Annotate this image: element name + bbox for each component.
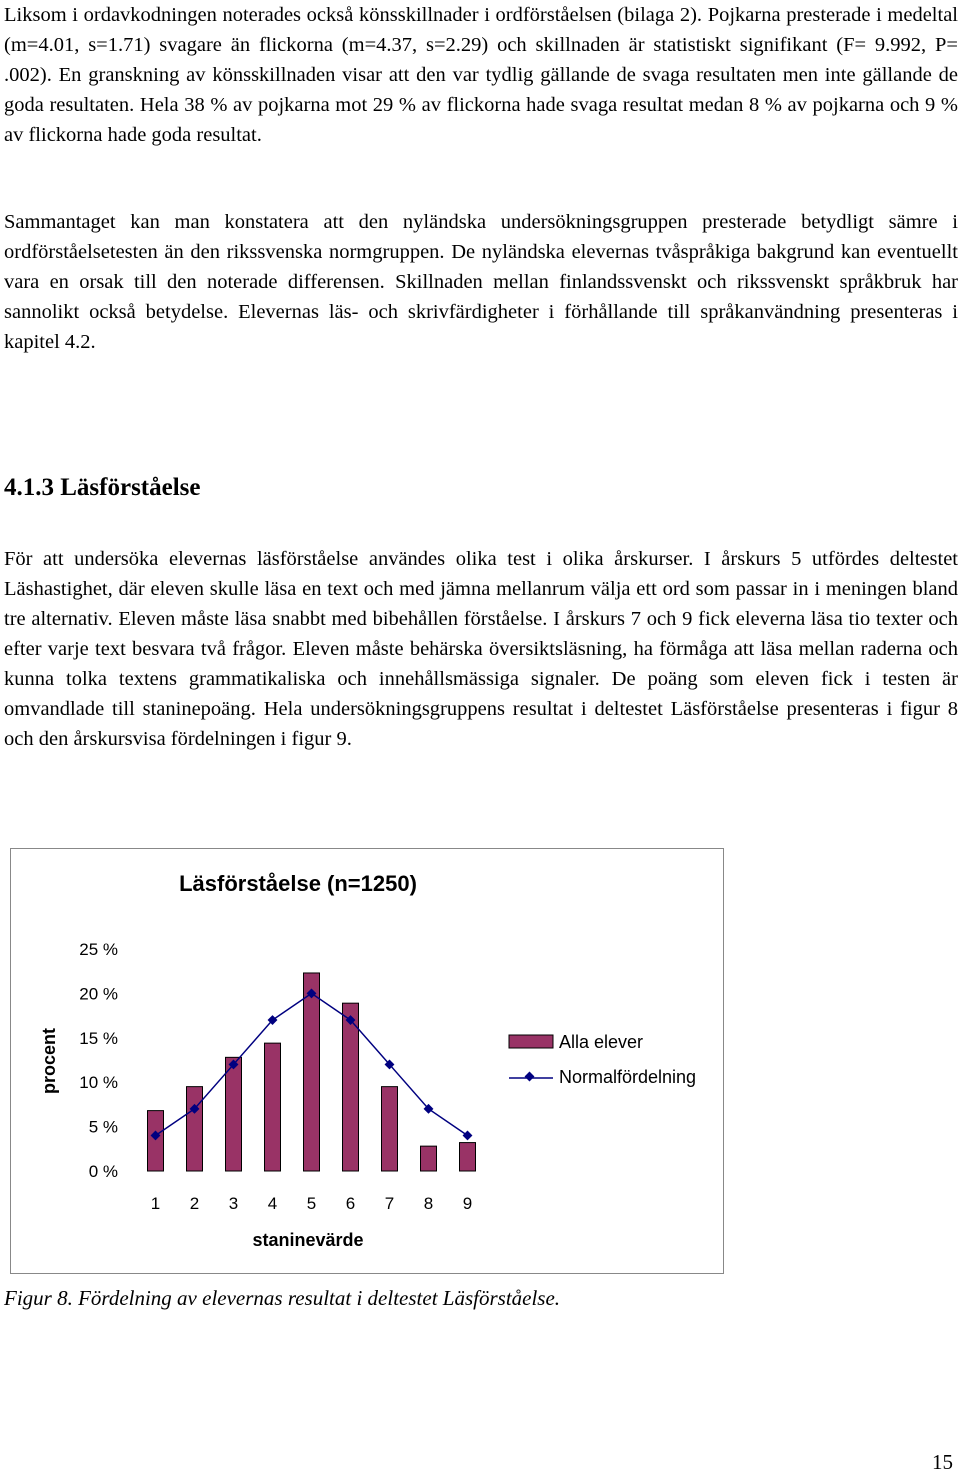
section-heading: 4.1.3 Läsförståelse [4,474,201,501]
bar-alla-elever [460,1143,476,1171]
x-tick-label: 8 [423,1194,434,1213]
x-tick-labels [151,1194,472,1213]
x-tick-label: 2 [189,1194,200,1213]
bar-alla-elever [187,1087,203,1171]
chart-legend [509,1032,696,1087]
figure-caption-text: Fördelning av elevernas resultat i deltestet Läsförståelse. [72,1286,561,1310]
y-tick-label: 15 % [79,1028,118,1048]
y-tick-label: 0 % [88,1162,118,1181]
x-tick-label: 3 [228,1194,239,1213]
paragraph-reading-comprehension: För att undersöka elevernas läsförståelse användes olika test i olika årskurser. I årskurs 5 utfördes deltestet Läshastighet, där eleven skulle läsa en text och med jämna mellanrum välja ett ord som passar in i meningen bland tre alternativ. Eleven måste läsa snabbt med bibehållen förståelse. I årskurs 7 och 9 fick eleverna läsa tio texter och efter varje text besvara två frågor. Eleven måste behärska översiktsläsning, ha förmåga att läsa mellan raderna och kunna tolka textens grammatikaliska och innehållsmässiga signaler. De poäng som eleven fick i testen är omvandlade till staninepoäng. Hela undersökningsgruppens resultat i deltestet Läsförståelse presenteras i figur 8 och den årskursvisa fördelningen i figur 9. [4,548,958,750]
y-tick-label: 10 % [79,1073,118,1093]
y-tick-label: 5 % [88,1117,118,1137]
bar-alla-elever [265,1043,281,1171]
y-tick-label: 25 % [79,940,118,959]
chart-figure-8 [10,848,724,1274]
line-point-marker [463,1131,473,1141]
y-tick-label: 20 % [79,984,118,1004]
legend-label-normalfordelning: Normalfördelning [559,1067,697,1087]
bar-alla-elever [304,973,320,1171]
bar-series [148,973,476,1171]
legend-swatch-bar [509,1035,553,1048]
bar-alla-elever [343,1003,359,1171]
bar-alla-elever [148,1111,164,1171]
chart-canvas [11,849,725,1275]
x-tick-label: 4 [267,1194,278,1213]
legend-label-alla-elever: Alla elever [559,1032,644,1052]
y-axis-label: procent [39,1027,59,1095]
bar-alla-elever [382,1087,398,1171]
paragraph-gender-differences: Liksom i ordavkodningen noterades också könsskillnader i ordförståelsen (bilaga 2). Pojkarna presterade i medeltal (m=4.01, s=1.71) svagare än flickorna (m=4.37, s=2.29) och skillnaden är statistiskt signifikant (F= 9.992, P= .002). En granskning av könsskillnaden visar att den var tydlig gällande de svaga resultaten men inte gällande de goda resultaten. Hela 38 % av pojkarna mot 29 % av flickorna hade svaga resultat medan 8 % av pojkarna och 9 % av flickorna hade goda resultat. [4,4,958,146]
figure-caption-label: Figur 8. [4,1286,73,1310]
y-tick-labels [79,940,118,1181]
figure-caption [4,1286,560,1311]
x-tick-label: 7 [384,1194,395,1213]
x-tick-label: 1 [150,1194,161,1213]
x-tick-label: 9 [462,1194,473,1213]
x-axis-label: staninevärde [252,1230,364,1250]
x-tick-label: 5 [306,1194,317,1213]
paragraph-summary: Sammantaget kan man konstatera att den nyländska undersökningsgruppen presterade betydligt sämre i ordförståelsetesten än den rikssvenska normgruppen. De nyländska elevernas tvåspråkiga bakgrund kan eventuellt vara en orsak till den noterade differensen. Skillnaden mellan finlandssvenskt och rikssvenskt språkbruk har sannolikt också betydelse. Elevernas läs- och skrivfärdigheter i förhållande till språkanvändning presenteras i kapitel 4.2. [4,211,958,353]
bar-alla-elever [421,1146,437,1171]
legend-marker-diamond [525,1072,535,1082]
bar-alla-elever [226,1057,242,1171]
chart-title: Läsförståelse (n=1250) [179,871,417,896]
x-tick-label: 6 [345,1194,356,1213]
page-number: 15 [932,1450,953,1474]
